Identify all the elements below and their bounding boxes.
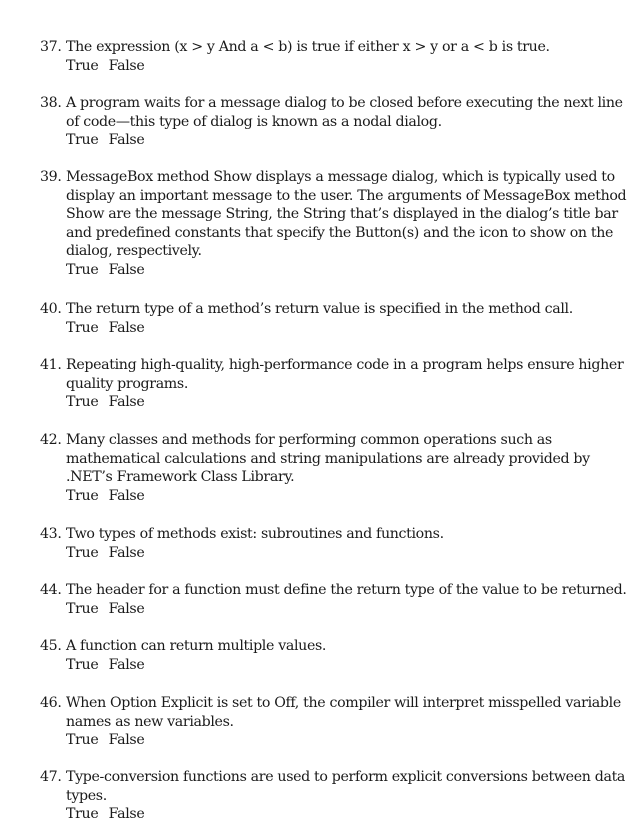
answer-true[interactable]: True <box>66 732 99 749</box>
question-body <box>66 525 635 562</box>
answer-true[interactable]: True <box>66 600 99 617</box>
question-text: MessageBox method Show displays a message dialog, which is typically used to display an important message to the user. The arguments of MessageBox method Show are the message String, the String that’s displayed in the dialog’s title bar and predefined constants that specify the Button(s) and the icon to show on the dialog, respectively. <box>66 169 627 260</box>
answer-true[interactable]: True <box>66 394 99 411</box>
answer-options <box>66 731 635 750</box>
answer-false[interactable]: False <box>108 544 145 561</box>
answer-options <box>66 319 635 338</box>
answer-false[interactable]: False <box>108 132 145 149</box>
question-text: Repeating high-quality, high-performance code in a program helps ensure higher quality programs. <box>66 357 624 392</box>
answer-options <box>66 487 635 506</box>
question-38 <box>40 94 635 150</box>
question-45 <box>40 637 635 674</box>
answer-options <box>66 261 635 280</box>
answer-false[interactable]: False <box>108 394 145 411</box>
question-number: 40. <box>40 301 62 317</box>
answer-false[interactable]: False <box>108 319 145 336</box>
question-43 <box>40 525 635 562</box>
question-41 <box>40 356 635 412</box>
question-40 <box>40 300 635 337</box>
answer-options <box>66 656 635 675</box>
question-body <box>66 168 635 280</box>
question-47 <box>40 768 635 824</box>
answer-true[interactable]: True <box>66 132 99 149</box>
question-body <box>66 637 635 674</box>
question-number: 43. <box>40 526 62 542</box>
question-37 <box>40 38 635 75</box>
question-text: The header for a function must define the return type of the value to be returned. <box>66 582 627 598</box>
question-number: 39. <box>40 169 62 185</box>
question-body <box>66 38 635 75</box>
question-body <box>66 694 635 750</box>
question-number: 46. <box>40 695 62 711</box>
answer-options <box>66 393 635 412</box>
question-number: 45. <box>40 638 62 654</box>
question-body <box>66 300 635 337</box>
answer-options <box>66 600 635 619</box>
question-text: Type-conversion functions are used to perform explicit conversions between data types. <box>66 769 626 804</box>
answer-false[interactable]: False <box>108 57 145 74</box>
answer-false[interactable]: False <box>108 806 145 823</box>
answer-false[interactable]: False <box>108 600 145 617</box>
answer-true[interactable]: True <box>66 57 99 74</box>
question-body <box>66 94 635 150</box>
question-text: A program waits for a message dialog to be closed before executing the next line of code—this type of dialog is known as a nodal dialog. <box>66 95 623 130</box>
question-text: A function can return multiple values. <box>66 638 327 654</box>
answer-true[interactable]: True <box>66 656 99 673</box>
question-text: The expression (x > y And a < b) is true if either x > y or a < b is true. <box>66 39 550 55</box>
question-number: 47. <box>40 769 62 785</box>
answer-options <box>66 805 635 824</box>
question-text: The return type of a method’s return value is specified in the method call. <box>66 301 573 317</box>
question-body <box>66 768 635 824</box>
question-text: Many classes and methods for performing common operations such as mathematical calculations and string manipulations are already provided by .NET’s Framework Class Library. <box>66 432 590 486</box>
answer-false[interactable]: False <box>108 656 145 673</box>
question-number: 38. <box>40 95 62 111</box>
answer-false[interactable]: False <box>108 487 145 504</box>
question-number: 37. <box>40 39 62 55</box>
answer-true[interactable]: True <box>66 261 99 278</box>
answer-true[interactable]: True <box>66 319 99 336</box>
question-46 <box>40 694 635 750</box>
question-39 <box>40 168 635 280</box>
question-body <box>66 356 635 412</box>
answer-true[interactable]: True <box>66 544 99 561</box>
answer-true[interactable]: True <box>66 487 99 504</box>
question-44 <box>40 581 635 618</box>
question-text: When Option Explicit is set to Off, the compiler will interpret misspelled variable names as new variables. <box>66 695 621 730</box>
answer-options <box>66 131 635 150</box>
answer-options <box>66 544 635 563</box>
question-text: Two types of methods exist: subroutines and functions. <box>66 526 444 542</box>
question-number: 41. <box>40 357 62 373</box>
question-body <box>66 581 635 618</box>
answer-true[interactable]: True <box>66 806 99 823</box>
answer-false[interactable]: False <box>108 732 145 749</box>
answer-false[interactable]: False <box>108 261 145 278</box>
question-number: 44. <box>40 582 62 598</box>
answer-options <box>66 57 635 76</box>
question-42 <box>40 431 635 505</box>
question-body <box>66 431 635 505</box>
question-number: 42. <box>40 432 62 448</box>
